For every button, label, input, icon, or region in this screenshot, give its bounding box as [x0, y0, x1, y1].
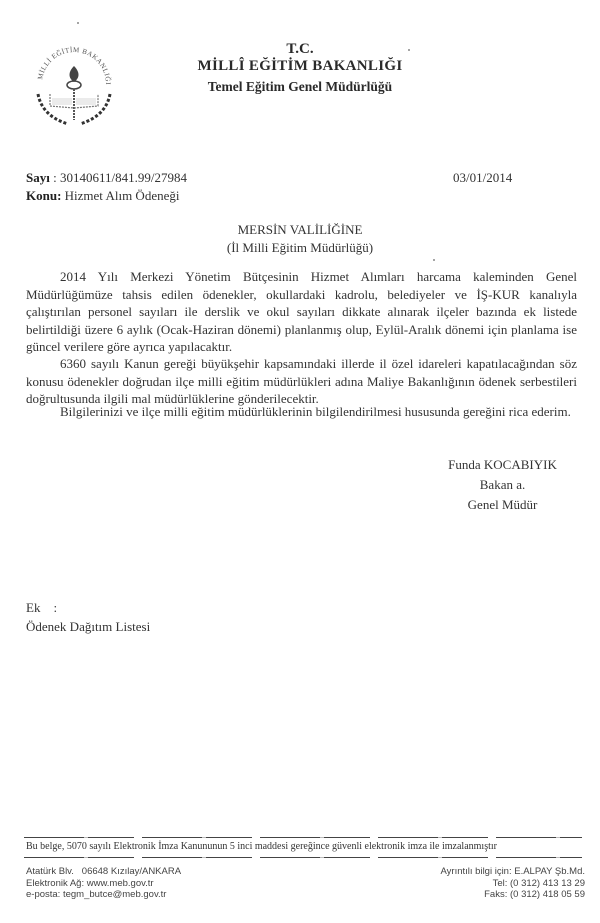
svg-text:MİLLİ EĞİTİM BAKANLIĞI: MİLLİ EĞİTİM BAKANLIĞI [36, 45, 113, 86]
document-date: 03/01/2014 [453, 170, 513, 185]
scan-speck [408, 49, 410, 51]
footer-contact-block [395, 866, 585, 901]
header-tc: T.C. [286, 41, 314, 57]
konu-value: Hizmet Alım Ödeneği [61, 188, 180, 203]
konu-label: Konu: [26, 188, 62, 203]
sayi-label: Sayı [26, 170, 50, 185]
paragraph-text: Bilgilerinizi ve ilçe milli eğitim müdürlüklerinin bilgilendirilmesi hususunda gereğini rica ederim. [60, 404, 571, 419]
subject [26, 188, 179, 204]
footer-email: e-posta: tegm_butce@meb.gov.tr [26, 889, 167, 900]
footer-address-block [26, 866, 181, 901]
attachment-item: Ödenek Dağıtım Listesi [26, 619, 151, 634]
signatory-on-behalf: Bakan a. [479, 477, 526, 492]
footer-tel: Tel: (0 312) 413 13 29 [492, 877, 585, 889]
attachment-block [26, 598, 150, 636]
ministry-logo [28, 38, 120, 130]
document-number [26, 170, 187, 186]
signatory-title: Genel Müdür [467, 497, 538, 512]
addressee-line-1: MERSİN VALİLİĞİNE [237, 222, 363, 237]
header-department: Temel Eğitim Genel Müdürlüğü [207, 79, 393, 94]
attachment-label: Ek : [26, 600, 58, 615]
divider-top [24, 837, 582, 838]
footer-fax: Faks: (0 312) 418 05 59 [484, 889, 585, 900]
paragraph-text: 2014 Yılı Merkezi Yönetim Bütçesinin Hizmet Alımları harcama kaleminden Genel Müdürlüğümüze tahsis edilen ödenekler, okullardaki kadrolu, belediyeler ve İŞ-KUR kanalıyla çalıştırılan personel sayıları ile derslik ve okul sayıları dikkate alınarak ilçeler bazında ek listede belirtildiği üzere 6 aylık (Ocak-Haziran dönemi) planlanmış olup, Eylül-Aralık dönemi için planlama ise güncel verilere göre ayrıca yapılacaktır. [26, 269, 577, 354]
header-ministry: MİLLÎ EĞİTİM BAKANLIĞI [197, 58, 403, 74]
scan-speck [77, 22, 79, 24]
body-paragraph-1 [26, 268, 577, 356]
divider-bottom [24, 857, 582, 858]
footer-contact: Ayrıntılı bilgi için: E.ALPAY Şb.Md. [440, 866, 585, 877]
paragraph-text: 6360 sayılı Kanun gereği büyükşehir kapsamındaki illerde il özel idareleri kapatılacağından söz konusu ödenekler doğrudan ilçe milli eğitim müdürlükleri adına Maliye Bakanlığının ödenek serbestileri doğrultusunda ilgili mal müdürlüklerine gönderilecektir. [26, 356, 577, 406]
footer-web: Elektronik Ağ: www.meb.gov.tr [26, 877, 154, 889]
signature-block [420, 455, 585, 515]
footer-address: Atatürk Blv. 06648 Kızılay/ANKARA [26, 866, 182, 877]
sayi-value: : 30140611/841.99/27984 [53, 170, 187, 185]
scan-speck [433, 259, 435, 261]
addressee-line-2: (İl Milli Eğitim Müdürlüğü) [226, 240, 374, 255]
esign-notice: Bu belge, 5070 sayılı Elektronik İmza Kanununun 5 inci maddesi gereğince güvenli elektronik imza ile imzalanmıştır [26, 841, 497, 852]
body-paragraph-3 [26, 403, 577, 421]
body-paragraph-2 [26, 355, 577, 408]
signatory-name: Funda KOCABIYIK [448, 457, 557, 472]
meb-emblem-icon [28, 38, 120, 130]
